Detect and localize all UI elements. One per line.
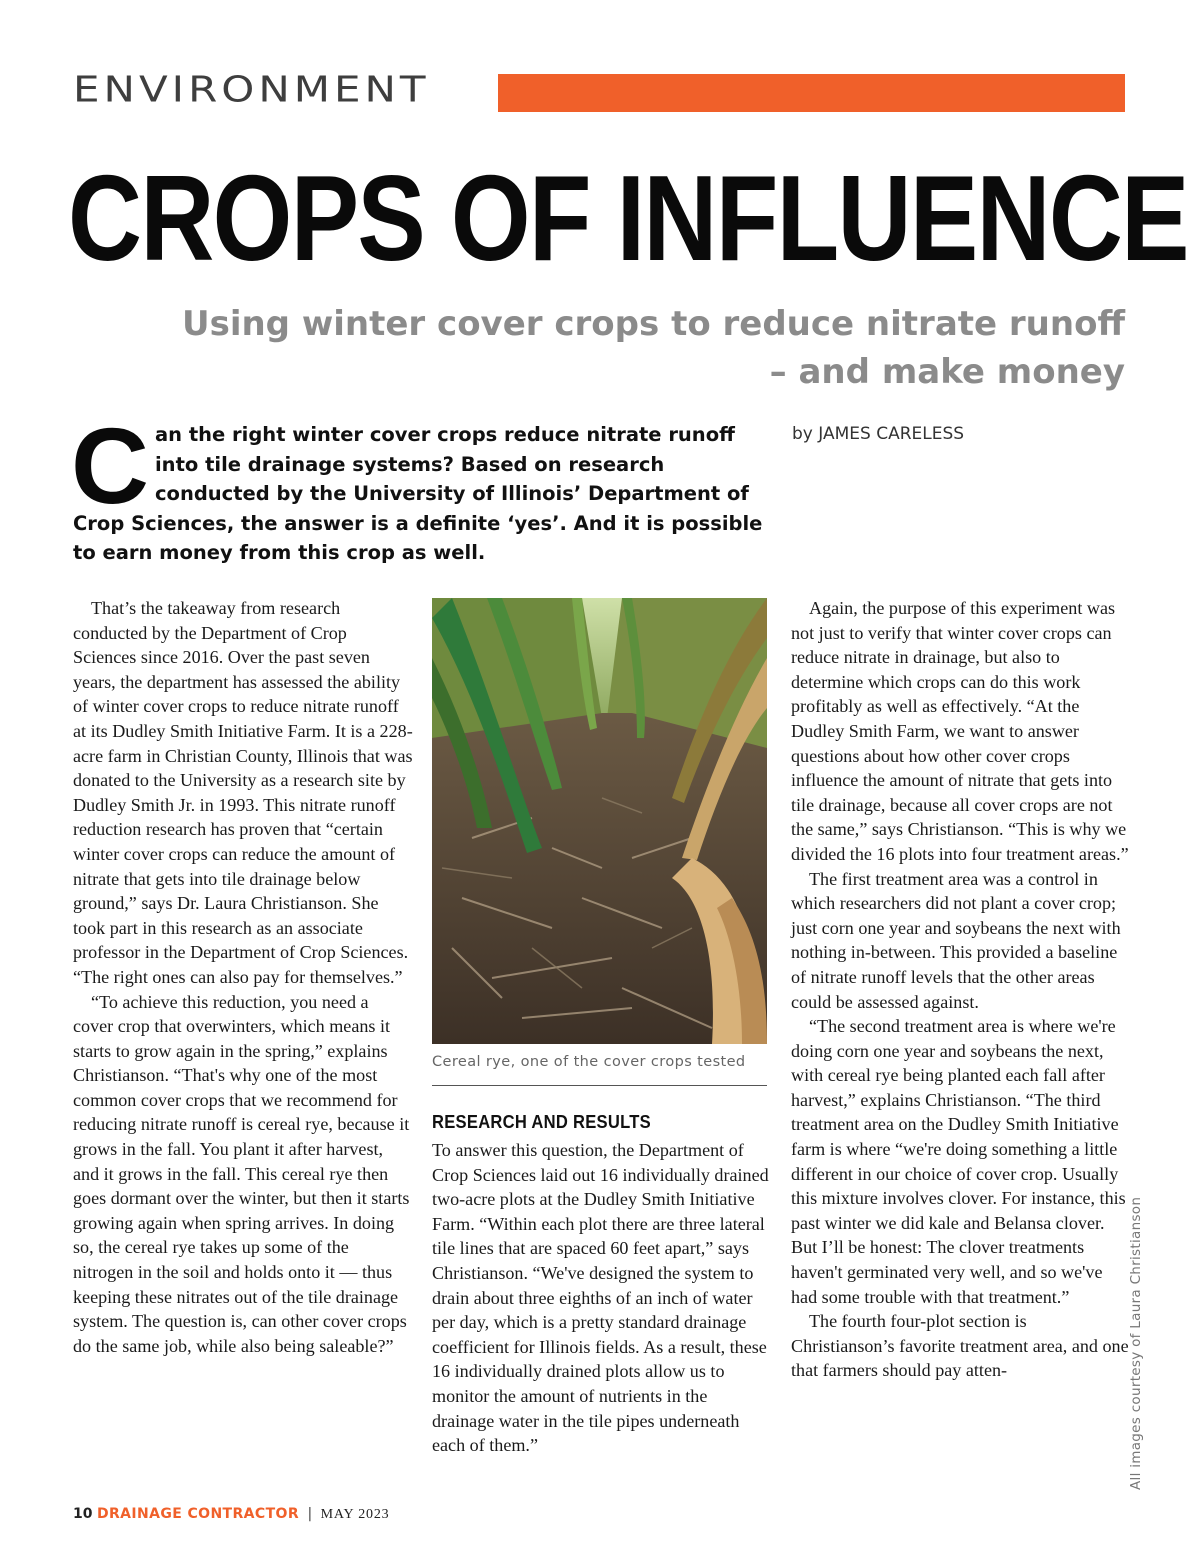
paragraph: “The second treatment area is where we're doing corn one year and soybeans the next, with cereal rye being planted each fall after harvest,” explains Christianson. “The third treatment area on the Dudley Smith Initiative farm is where “we're doing something a little different in our choice of cover crop. Usually this mixture involves clover. For instance, this past winter we did kale and Belansa clover. But I’ll be honest: The clover treatments haven't germinated very well, and so we've had some trouble with that treatment.” [791, 1016, 1126, 1307]
body-column-1 [73, 596, 413, 1358]
paragraph: That’s the takeaway from research conducted by the Department of Crop Sciences since 2016. Over the past seven years, the department has assessed the ability of winter cover crops to reduce nitrate runoff at its Dudley Smith Initiative Farm. It is a 228-acre farm in Christian County, Illinois that was donated to the University as a research site by Dudley Smith Jr. in 1993. This nitrate runoff reduction research has proven that “certain winter cover crops can reduce the amount of nitrate that gets into tile drainage below ground,” says Dr. Laura Christianson. She took part in this research as an associate professor in the Department of Crop Sciences. “The right ones can also pay for themselves.” [73, 598, 413, 987]
drop-cap: C [71, 405, 149, 526]
page-footer [73, 1506, 389, 1523]
deck-line: – and make money [769, 352, 1125, 392]
page-number: 10 [73, 1506, 93, 1522]
section-accent-bar [498, 74, 1125, 112]
paragraph: The fourth four-plot section is Christianson’s favorite treatment area, and one that farmers should pay atten- [791, 1311, 1129, 1381]
caption-divider [432, 1085, 767, 1086]
body-column-2 [432, 1138, 772, 1458]
issue-date: MAY 2023 [320, 1507, 390, 1522]
deck [182, 300, 1125, 396]
magazine-name: DRAINAGE CONTRACTOR [96, 1506, 300, 1522]
photo-credit: All images courtesy of Laura Christianson [1128, 1196, 1144, 1490]
lede-paragraph [71, 405, 773, 568]
byline: by JAMES CARELESS [792, 424, 965, 444]
section-subhead: RESEARCH AND RESULTS [432, 1112, 651, 1132]
cereal-rye-photo [432, 598, 767, 1044]
paragraph: The first treatment area was a control in which researchers did not plant a cover crop; just corn one year and soybeans the next with nothing in-between. This provided a baseline of nitrate runoff levels that the other areas could be assessed against. [791, 868, 1121, 1012]
deck-line: Using winter cover crops to reduce nitrate runoff [181, 304, 1125, 344]
paragraph: Again, the purpose of this experiment was not just to verify that winter cover crops can reduce nitrate in drainage, but also to determine which crops can do this work profitably as well as effectively. “At the Dudley Smith Farm, we want to answer questions about how other cover crops influence the amount of nitrate that gets into tile drainage, because all cover crops are not the same,” says Christianson. “This is why we divided the 16 plots into four treatment areas.” [791, 598, 1129, 864]
lede-text: an the right winter cover crops reduce nitrate runoff into tile drainage systems? Based on research conducted by the University of Illinois’ Department of Crop Sciences, the answer is a definite ‘yes’. And it is possible to earn money from this crop as well. [73, 423, 763, 564]
section-label: ENVIRONMENT [73, 68, 430, 110]
paragraph: To answer this question, the Department of Crop Sciences laid out 16 individually drained two-acre plots at the Dudley Smith Initiative Farm. “Within each plot there are three lateral tile lines that are spaced 60 feet apart,” says Christianson. “We've designed the system to drain about three eighths of an inch of water per day, which is a pretty standard drainage coefficient for Illinois fields. As a result, these 16 individually drained plots allow us to monitor the amount of nutrients in the drainage water in the tile pipes underneath each of them.” [432, 1140, 769, 1456]
paragraph: “To achieve this reduction, you need a cover crop that overwinters, which means it starts to grow again in the spring,” explains Christianson. “That's why one of the most common cover crops that we recommend for reducing nitrate runoff is cereal rye, because it grows in the fall. You plant it after harvest, and it grows in the fall. This cereal rye then goes dormant over the winter, but then it starts growing again when spring arrives. In doing so, the cereal rye takes up some of the nitrogen in the soil and holds onto it — thus keeping these nitrates out of the tile drainage system. The question is, can other cover crops do the same job, while also being saleable?” [73, 991, 410, 1356]
photo-caption: Cereal rye, one of the cover crops tested [432, 1054, 746, 1070]
footer-separator: | [307, 1506, 313, 1522]
headline: CROPS OF INFLUENCE [68, 150, 1188, 286]
body-column-3 [791, 596, 1131, 1383]
